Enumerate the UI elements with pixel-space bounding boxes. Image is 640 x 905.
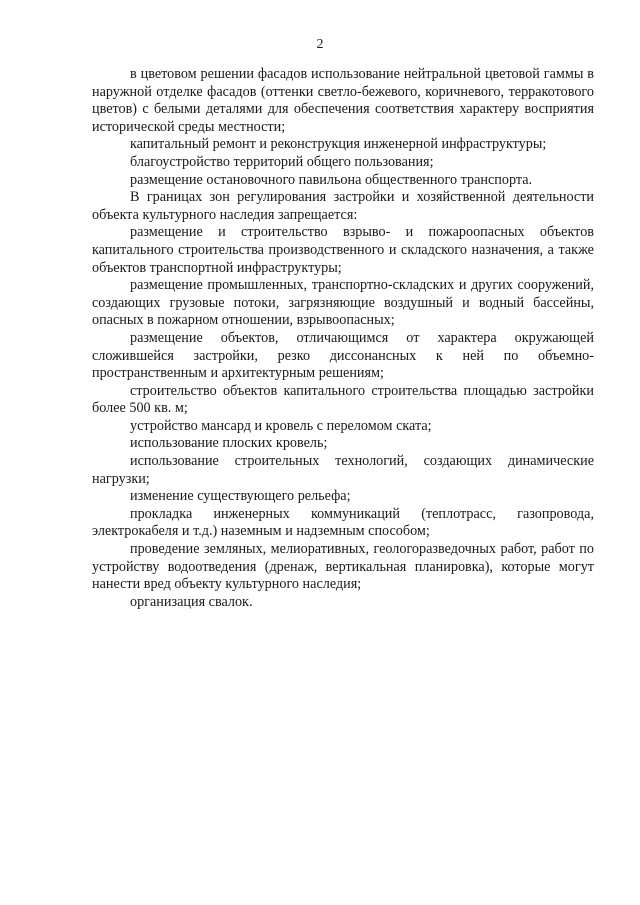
paragraph-infrastructure-repair: капитальный ремонт и реконструкция инженерной инфраструктуры; [130, 136, 547, 153]
paragraph-bus-stop: размещение остановочного павильона общественного транспорта. [130, 171, 533, 188]
paragraph-hazardous-objects: размещение и строительство взрыво- и пожароопасных объектов капитального строительства производственного и складского назначения, а также объектов транспортной инфраструктуры; [92, 224, 594, 276]
paragraph-prohibitions-heading: В границах зон регулирования застройки и хозяйственной деятельности объекта культурного наследия запрещается: [92, 189, 594, 223]
document-body [92, 66, 594, 611]
paragraph-building-area: строительство объектов капитального строительства площадью застройки более 500 кв. м; [92, 382, 594, 417]
paragraph-industrial-structures: размещение промышленных, транспортно-складских и других сооружений, создающих грузовые потоки, загрязняющие воздушный и водный бассейны, опасных в пожарном отношении, взрывоопасных; [92, 277, 594, 329]
paragraph-color-solution: в цветовом решении фасадов использование нейтральной цветовой гаммы в наружной отделке фасадов (оттенки светло-бежевого, коричневого, терракотового цветов) с белыми деталями для обеспечения соответствия характеру восприятия исторической среды местности; [92, 66, 594, 135]
paragraph-dumps: организация свалок. [130, 593, 253, 610]
paragraph-utilities: прокладка инженерных коммуникаций (теплотрасс, газопровода, электрокабеля и т.д.) наземным и надземным способом; [92, 505, 594, 540]
paragraph-mansards: устройство мансард и кровель с переломом ската; [130, 417, 432, 434]
paragraph-dissonant-objects: размещение объектов, отличающимся от характера окружающей сложившейся застройки, резко диссонансных к ней по объемно-пространственным и архитектурным решениям; [92, 329, 594, 382]
paragraph-relief-change: изменение существующего рельефа; [130, 488, 351, 505]
page-number: 2 [316, 37, 324, 52]
paragraph-public-areas: благоустройство территорий общего пользования; [130, 153, 434, 170]
paragraph-flat-roofs: использование плоских кровель; [130, 435, 328, 452]
paragraph-dynamic-loads: использование строительных технологий, создающих динамические нагрузки; [92, 453, 594, 487]
paragraph-earthworks: проведение земляных, мелиоративных, геологоразведочных работ, работ по устройству водоотведения (дренаж, вертикальная планировка), которые могут нанести вред объекту культурного наследия; [92, 541, 594, 593]
